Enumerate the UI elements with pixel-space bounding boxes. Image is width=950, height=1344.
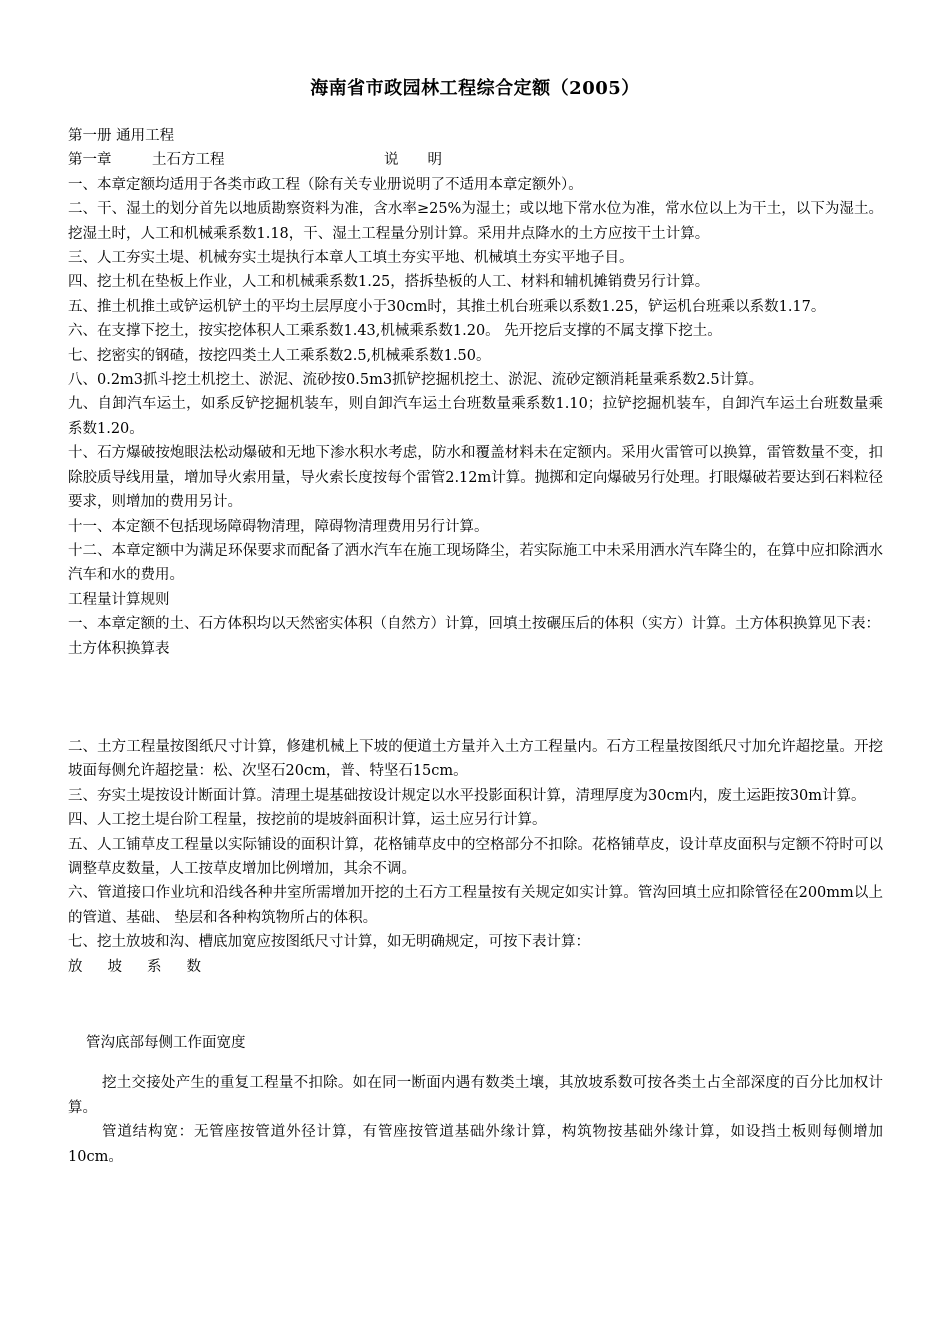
footnote: 挖土交接处产生的重复工程量不扣除。如在同一断面内遇有数类土壤，其放坡系数可按各类土占全部深度的百分比加权计算。 <box>68 1075 883 1116</box>
footnote: 管道结构宽：无管座按管道外径计算，有管座按管道基础外缘计算，构筑物按基础外缘计算，如设挡土板则每侧增加10cm。 <box>68 1124 883 1165</box>
rule-item: 三、夯实土堤按设计断面计算。清理土堤基础按设计规定以水平投影面积计算，清理厚度为30cm内，废土运距按30m计算。 <box>68 787 866 804</box>
table-placeholder-volume <box>68 661 883 735</box>
document-body <box>68 124 883 1169</box>
note-item: 六、在支撑下挖土，按实挖体积人工乘系数1.43,机械乘系数1.20。 先开挖后支撑的不属支撑下挖土。 <box>68 323 722 340</box>
note-item: 十一、本定额不包括现场障碍物清理，障碍物清理费用另行计算。 <box>68 518 489 535</box>
table-placeholder-slope <box>68 979 883 1031</box>
note-item: 九、自卸汽车运土，如系反铲挖掘机装车，则自卸汽车运土台班数量乘系数1.10；拉铲挖掘机装车，自卸汽车运土台班数量乘系数1.20。 <box>68 396 883 437</box>
note-item: 十、石方爆破按炮眼法松动爆破和无地下渗水积水考虑，防水和覆盖材料未在定额内。采用火雷管可以换算，雷管数量不变，扣除胶质导线用量，增加导火索用量，导火索长度按每个雷管2.12m计算。抛掷和定向爆破另行处理。打眼爆破若要达到石料粒径要求，则增加的费用另计。 <box>68 445 883 511</box>
note-item: 二、干、湿土的划分首先以地质勘察资料为准，含水率≥25%为湿土；或以地下常水位为准，常水位以上为干土，以下为湿土。挖湿土时，人工和机械乘系数1.18，干、湿土工程量分别计算。采用井点降水的土方应按干土计算。 <box>68 201 883 242</box>
note-item: 三、人工夯实土堤、机械夯实土堤执行本章人工填土夯实平地、机械填土夯实平地子目。 <box>68 250 634 267</box>
rule-item: 五、人工铺草皮工程量以实际铺设的面积计算，花格铺草皮中的空格部分不扣除。花格铺草皮，设计草皮面积与定额不符时可以调整草皮数量，人工按草皮增加比例增加，其余不调。 <box>68 836 883 877</box>
table-placeholder-width <box>68 1055 883 1071</box>
table-caption-slope: 放坡系数 <box>68 958 226 975</box>
rule-item: 六、管道接口作业坑和沿线各种井室所需增加开挖的土石方工程量按有关规定如实计算。管沟回填土应扣除管径在200mm以上的管道、基础、 垫层和各种构筑物所占的体积。 <box>68 885 883 926</box>
chapter-name: 土石方工程 <box>152 152 225 169</box>
document-title: 海南省市政园林工程综合定额（2005） <box>310 78 640 99</box>
note-item: 五、推土机推土或铲运机铲土的平均土层厚度小于30cm时，其推土机台班乘以系数1.25，铲运机台班乘以系数1.17。 <box>68 298 826 315</box>
note-item: 四、挖土机在垫板上作业，人工和机械乘系数1.25，搭拆垫板的人工、材料和辅机摊销费另行计算。 <box>68 274 710 291</box>
rule-item: 一、本章定额的土、石方体积均以天然密实体积（自然方）计算，回填土按碾压后的体积（实方）计算。土方体积换算见下表： <box>68 616 880 633</box>
volume-heading: 第一册 通用工程 <box>68 128 175 144</box>
note-item: 七、挖密实的钢碴，按挖四类土人工乘系数2.5,机械乘系数1.50。 <box>68 347 491 364</box>
rule-item: 七、挖土放坡和沟、槽底加宽应按图纸尺寸计算，如无明确规定，可按下表计算： <box>68 934 590 951</box>
note-item: 八、0.2m3抓斗挖土机挖土、淤泥、流砂按0.5m3抓铲挖掘机挖土、淤泥、流砂定额消耗量乘系数2.5计算。 <box>68 372 764 389</box>
note-item: 十二、本章定额中为满足环保要求而配备了洒水汽车在施工现场降尘，若实际施工中未采用洒水汽车降尘的，在算中应扣除洒水汽车和水的费用。 <box>68 542 883 584</box>
rule-item: 二、土方工程量按图纸尺寸计算，修建机械上下坡的便道土方量并入土方工程量内。石方工程量按图纸尺寸加允许超挖量。开挖坡面每侧允许超挖量：松、次坚石20cm，普、特坚石15cm。 <box>68 738 883 780</box>
table-caption-volume-conversion: 土方体积换算表 <box>68 640 170 657</box>
rules-heading: 工程量计算规则 <box>68 591 170 608</box>
chapter-section: 说 明 <box>384 152 442 169</box>
note-item: 一、本章定额均适用于各类市政工程（除有关专业册说明了不适用本章定额外）。 <box>68 176 583 193</box>
table-caption-work-width: 管沟底部每侧工作面宽度 <box>86 1035 246 1051</box>
chapter-heading <box>68 148 883 172</box>
rule-item: 四、人工挖土堤台阶工程量，按挖前的堤坡斜面积计算，运土应另行计算。 <box>68 812 547 829</box>
chapter-number: 第一章 <box>68 152 112 169</box>
